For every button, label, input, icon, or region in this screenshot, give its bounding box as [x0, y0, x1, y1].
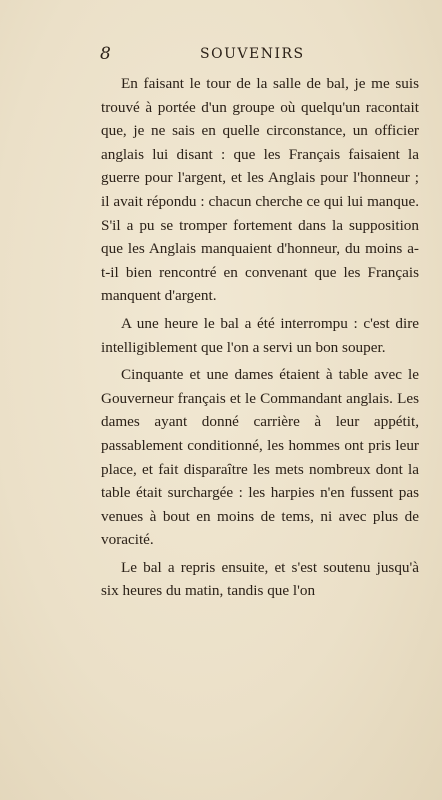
page-header — [100, 44, 420, 68]
paragraph-4: Le bal a repris ensuite, et s'est soutenu jusqu'à six heures du matin, tandis que l'on — [101, 558, 419, 600]
body-text — [101, 72, 419, 607]
running-title: SOUVENIRS — [200, 46, 305, 62]
paragraph-2: A une heure le bal a été interrompu : c'est dire intelligiblement que l'on a servi un bon souper. — [101, 314, 419, 356]
paragraph-3: Cinquante et une dames étaient à table avec le Gouverneur français et le Commandant anglais. Les dames ayant donné carrière à leur appétit, passablement conditionné, les hommes ont pris leur place, et fait disparaître les mets nombreux dont la table était surchargée : les harpies n'en fussent pas venues à bout en moins de tems, ni avec plus de voracité. — [101, 366, 419, 549]
page-number: 8 — [100, 44, 111, 64]
paragraph-1: En faisant le tour de la salle de bal, je me suis trouvé à portée d'un groupe où quelqu'un racontait que, je ne sais en quelle circonstance, un officier anglais lui disant : que les Français faisaient la guerre pour l'argent, et les Anglais pour l'honneur ; il avait répondu : chacun cherche ce qui lui manque. S'il a pu se tromper fortement dans la supposition que les Anglais manquaient d'honneur, du moins a-t-il bien rencontré en convenant que les Français manquent d'argent. — [101, 75, 419, 305]
